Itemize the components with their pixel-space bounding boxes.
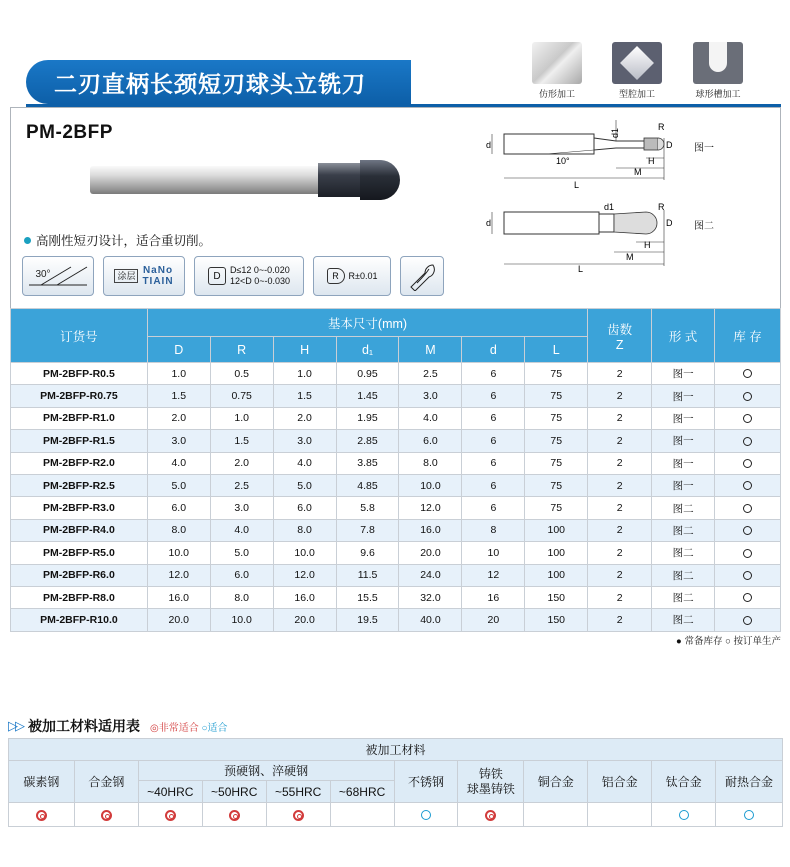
table-row [11,609,781,631]
order-number-cell: PM-2BFP-R1.0 [11,407,148,429]
mat-col-alloy-steel: 合金钢 [74,761,138,803]
mat-col-40hrc: ~40HRC [138,781,202,803]
table-cell: 75 [525,407,588,429]
table-cell: 12 [462,564,525,586]
table-cell: 5.8 [336,497,399,519]
table-cell: 75 [525,474,588,496]
made-to-order-icon [743,549,752,558]
table-cell: 图一 [652,474,715,496]
table-cell: 9.6 [336,542,399,564]
dim-l: L [574,180,580,190]
made-to-order-icon [743,593,752,602]
machining-groove [687,42,749,100]
col-header-R: R [210,337,273,363]
table-cell: 4.0 [273,452,336,474]
suitable-icon [421,810,431,820]
table-cell: 75 [525,497,588,519]
table-cell: 75 [525,385,588,407]
made-to-order-icon [743,504,752,513]
table-cell: 2.0 [210,452,273,474]
table-cell: 2 [588,564,652,586]
mat-col-stainless: 不锈钢 [394,761,458,803]
table-cell: 1.0 [147,363,210,385]
table-cell: 6 [462,452,525,474]
table-row [11,497,781,519]
table-row [11,430,781,452]
col-header-H: H [273,337,336,363]
table-cell: 6.0 [399,430,462,452]
table-row [11,542,781,564]
col-header-d: d [462,337,525,363]
mat-col-heat-resistant: 耐热合金 [716,761,783,803]
dim-d1: d1 [610,127,620,138]
stock-cell [715,430,781,452]
table-cell: 图一 [652,407,715,429]
made-to-order-icon [743,526,752,535]
model-name: PM-2BFP [26,122,113,143]
materials-title: 被加工材料适用表 [28,718,140,734]
stock-cell [715,452,781,474]
stock-cell [715,497,781,519]
tool-image [90,160,400,200]
table-cell: 2 [588,586,652,608]
made-to-order-icon [743,459,752,468]
material-rating-cell [524,803,588,827]
order-number-cell: PM-2BFP-R2.5 [11,474,148,496]
material-rating-cell [716,803,783,827]
radius-tolerance-text: R±0.01 [348,271,378,281]
table-cell: 图一 [652,363,715,385]
table-cell: 4.0 [147,452,210,474]
order-number-cell: PM-2BFP-R5.0 [11,542,148,564]
table-cell: 1.0 [210,407,273,429]
table-cell: 1.45 [336,385,399,407]
col-header-L: L [525,337,588,363]
dim-dd: D [666,140,673,150]
table-row [11,474,781,496]
table-row [11,586,781,608]
table-cell: 6 [462,430,525,452]
table-cell: 6 [462,407,525,429]
table-cell: 12.0 [399,497,462,519]
dim-h: H [648,156,655,166]
dim-l: L [578,264,584,272]
table-cell: 16 [462,586,525,608]
order-stock-symbol: ○ [725,636,731,647]
made-to-order-icon [743,616,752,625]
order-number-cell: PM-2BFP-R4.0 [11,519,148,541]
table-cell: 6 [462,363,525,385]
table-cell: 2 [588,497,652,519]
table-cell: 5.0 [210,542,273,564]
table-cell: 19.5 [336,609,399,631]
table-cell: 8.0 [273,519,336,541]
table-cell: 图二 [652,586,715,608]
stock-legend [676,633,781,647]
table-cell: 4.0 [210,519,273,541]
tool-shank [90,166,318,194]
order-number-cell: PM-2BFP-R8.0 [11,586,148,608]
drawing-figure-2 [486,200,686,272]
table-cell: 16.0 [147,586,210,608]
order-number-cell: PM-2BFP-R1.5 [11,430,148,452]
stock-cell [715,519,781,541]
made-to-order-icon [743,414,752,423]
table-cell: 2.0 [147,407,210,429]
table-cell: 3.0 [273,430,336,452]
order-number-cell: PM-2BFP-R10.0 [11,609,148,631]
radius-tolerance-badge [313,256,391,296]
stock-cell [715,586,781,608]
ball-end-badge [400,256,444,296]
very-suitable-icon [101,810,112,821]
stock-header: 库 存 [715,309,781,363]
table-cell: 2 [588,519,652,541]
table-cell: 6 [462,385,525,407]
table-cell: 10.0 [147,542,210,564]
mat-col-cast-iron: 铸铁 球墨铸铁 [458,761,524,803]
table-cell: 6.0 [273,497,336,519]
mat-col-hardened-steel: 预硬钢、淬硬钢 [138,761,394,781]
table-cell: 8.0 [147,519,210,541]
type-header: 形 式 [652,309,715,363]
dim-d: d [486,218,492,228]
table-cell: 6.0 [147,497,210,519]
table-cell: 图二 [652,519,715,541]
table-cell: 图一 [652,385,715,407]
page-title: 二刃直柄长颈短刃球头立铣刀 [54,70,366,97]
table-cell: 4.85 [336,474,399,496]
coating-badge [103,256,185,296]
table-cell: 2 [588,407,652,429]
mat-col-carbon-steel: 碳素钢 [9,761,75,803]
material-rating-cell [138,803,202,827]
made-to-order-icon [743,437,752,446]
material-rating-cell [652,803,716,827]
material-rating-cell [74,803,138,827]
dim-r: R [658,122,665,132]
table-cell: 100 [525,564,588,586]
helix-angle-badge [22,256,94,296]
table-cell: 10.0 [273,542,336,564]
table-row [11,363,781,385]
figure-2-label: 图二 [694,221,714,232]
material-rating-cell [202,803,266,827]
table-cell: 150 [525,586,588,608]
order-number-header: 订货号 [11,309,148,363]
table-cell: 100 [525,542,588,564]
material-rating-cell [266,803,330,827]
table-cell: 图一 [652,452,715,474]
table-cell: 2 [588,385,652,407]
dim-m: M [626,252,634,262]
diameter-icon: D [208,267,226,285]
order-number-cell: PM-2BFP-R0.5 [11,363,148,385]
table-cell: 32.0 [399,586,462,608]
table-cell: 8 [462,519,525,541]
coating-brand-line2: TIAIN [142,276,174,287]
order-number-cell: PM-2BFP-R2.0 [11,452,148,474]
table-cell: 20.0 [399,542,462,564]
dim-m: M [634,167,642,177]
table-cell: 12.0 [273,564,336,586]
regular-stock-symbol: ● [676,636,682,647]
teeth-header [588,309,652,363]
made-to-order-icon [743,481,752,490]
very-suitable-icon [485,810,496,821]
mat-col-68hrc: ~68HRC [330,781,394,803]
very-suitable-icon [165,810,176,821]
stock-cell [715,363,781,385]
table-cell: 图二 [652,542,715,564]
table-cell: 10 [462,542,525,564]
suitable-icon [744,810,754,820]
machining-caption: 仿形加工 [538,89,575,99]
cavity-milling-icon [612,42,662,84]
suitable-icon [679,810,689,820]
table-cell: 15.5 [336,586,399,608]
stock-cell [715,542,781,564]
made-to-order-icon [743,392,752,401]
legend-suitable: ○适合 [201,722,228,734]
stock-cell [715,474,781,496]
table-cell: 6.0 [210,564,273,586]
very-suitable-icon [36,810,47,821]
table-cell: 20.0 [147,609,210,631]
table-cell: 75 [525,452,588,474]
table-cell: 8.0 [399,452,462,474]
coating-logo [142,265,173,287]
radius-icon: R [327,268,345,284]
dim-h: H [644,240,651,250]
col-header-D: D [147,337,210,363]
table-cell: 100 [525,519,588,541]
bullet-icon [24,237,31,244]
legend-very-suitable: ◎非常适合 [150,722,199,734]
very-suitable-icon [293,810,304,821]
mat-col-55hrc: ~55HRC [266,781,330,803]
table-row [11,452,781,474]
machining-cavity [606,42,668,100]
materials-heading [8,716,228,736]
table-cell: 3.0 [147,430,210,452]
figure-1-label: 图一 [694,143,714,154]
table-cell: 1.5 [147,385,210,407]
mat-col-50hrc: ~50HRC [202,781,266,803]
table-cell: 10.0 [399,474,462,496]
table-cell: 2.0 [273,407,336,429]
table-cell: 3.0 [210,497,273,519]
made-to-order-icon [743,369,752,378]
table-cell: 5.0 [273,474,336,496]
table-cell: 2.5 [210,474,273,496]
table-cell: 0.95 [336,363,399,385]
tool-ball-head [360,160,400,200]
table-row [11,407,781,429]
very-suitable-icon [229,810,240,821]
coating-tag: 涂层 [114,269,138,283]
table-cell: 6 [462,497,525,519]
materials-table [8,738,783,827]
stock-cell [715,564,781,586]
table-cell: 2 [588,430,652,452]
feature-line [24,231,211,249]
table-cell: 2 [588,609,652,631]
table-cell: 2.5 [399,363,462,385]
table-cell: 3.85 [336,452,399,474]
drawing-figure-1 [486,118,686,198]
machining-caption: 球形槽加工 [695,89,741,99]
table-cell: 5.0 [147,474,210,496]
table-cell: 图二 [652,564,715,586]
mat-col-aluminum: 铝合金 [588,761,652,803]
col-header-M: M [399,337,462,363]
dim-r: R [658,202,665,212]
table-cell: 2 [588,542,652,564]
table-cell: 7.8 [336,519,399,541]
tolerance-line1: D≤12 0~-0.020 [229,265,290,275]
order-stock-text: 按订单生产 [733,636,781,647]
ball-groove-icon [693,42,743,84]
machining-caption: 型腔加工 [618,89,655,99]
ball-end-icon [407,261,437,291]
table-cell: 2 [588,452,652,474]
table-cell: 2 [588,474,652,496]
dim-dd: D [666,218,673,228]
table-cell: 0.5 [210,363,273,385]
table-cell: 图二 [652,497,715,519]
table-cell: 40.0 [399,609,462,631]
table-cell: 2.85 [336,430,399,452]
table-row [11,519,781,541]
double-arrow-icon: ▷▷ [8,718,22,733]
table-cell: 10.0 [210,609,273,631]
title-banner [26,60,411,104]
materials-rating-row [9,803,783,827]
material-rating-cell [9,803,75,827]
table-cell: 1.5 [273,385,336,407]
stock-cell [715,407,781,429]
materials-legend [150,719,228,734]
stock-cell [715,609,781,631]
table-cell: 图二 [652,609,715,631]
order-number-cell: PM-2BFP-R3.0 [11,497,148,519]
table-cell: 2 [588,363,652,385]
table-cell: 20 [462,609,525,631]
table-cell: 12.0 [147,564,210,586]
table-cell: 1.0 [273,363,336,385]
table-row [11,564,781,586]
table-cell: 11.5 [336,564,399,586]
table-cell: 20.0 [273,609,336,631]
copy-milling-icon [532,42,582,84]
dim-angle: 10° [556,156,570,166]
basic-dimensions-header: 基本尺寸(mm) [147,309,587,337]
material-rating-cell [588,803,652,827]
table-cell: 3.0 [399,385,462,407]
table-cell: 图一 [652,430,715,452]
teeth-header-line1: 齿数 [607,322,633,337]
material-rating-cell [394,803,458,827]
table-cell: 1.95 [336,407,399,429]
machining-copy [526,42,588,100]
stock-cell [715,385,781,407]
feature-text: 高刚性短刃设计，适合重切削。 [36,234,212,248]
helix-angle-value: 30° [35,268,51,280]
table-row [11,385,781,407]
table-cell: 1.5 [210,430,273,452]
table-cell: 16.0 [399,519,462,541]
order-number-cell: PM-2BFP-R0.75 [11,385,148,407]
table-cell: 75 [525,430,588,452]
dim-d: d [486,140,492,150]
dim-d1: d1 [604,202,615,212]
table-cell: 24.0 [399,564,462,586]
coating-brand-line1: NaNo [142,265,174,276]
table-cell: 75 [525,363,588,385]
diameter-tolerance-badge [194,256,304,296]
table-cell: 8.0 [210,586,273,608]
spec-table [10,308,781,632]
material-rating-cell [458,803,524,827]
order-number-cell: PM-2BFP-R6.0 [11,564,148,586]
table-cell: 150 [525,609,588,631]
col-header-d1: d₁ [336,337,399,363]
teeth-header-line2: Z [615,337,624,352]
table-cell: 6 [462,474,525,496]
mat-col-titanium: 钛合金 [652,761,716,803]
materials-group-header: 被加工材料 [9,739,783,761]
made-to-order-icon [743,571,752,580]
table-cell: 4.0 [399,407,462,429]
regular-stock-text: 常备库存 [684,636,723,647]
tolerance-line2: 12<D 0~-0.030 [229,276,291,286]
table-cell: 0.75 [210,385,273,407]
mat-col-copper: 铜合金 [524,761,588,803]
material-rating-cell [330,803,394,827]
spec-icons [22,256,444,298]
table-cell: 16.0 [273,586,336,608]
